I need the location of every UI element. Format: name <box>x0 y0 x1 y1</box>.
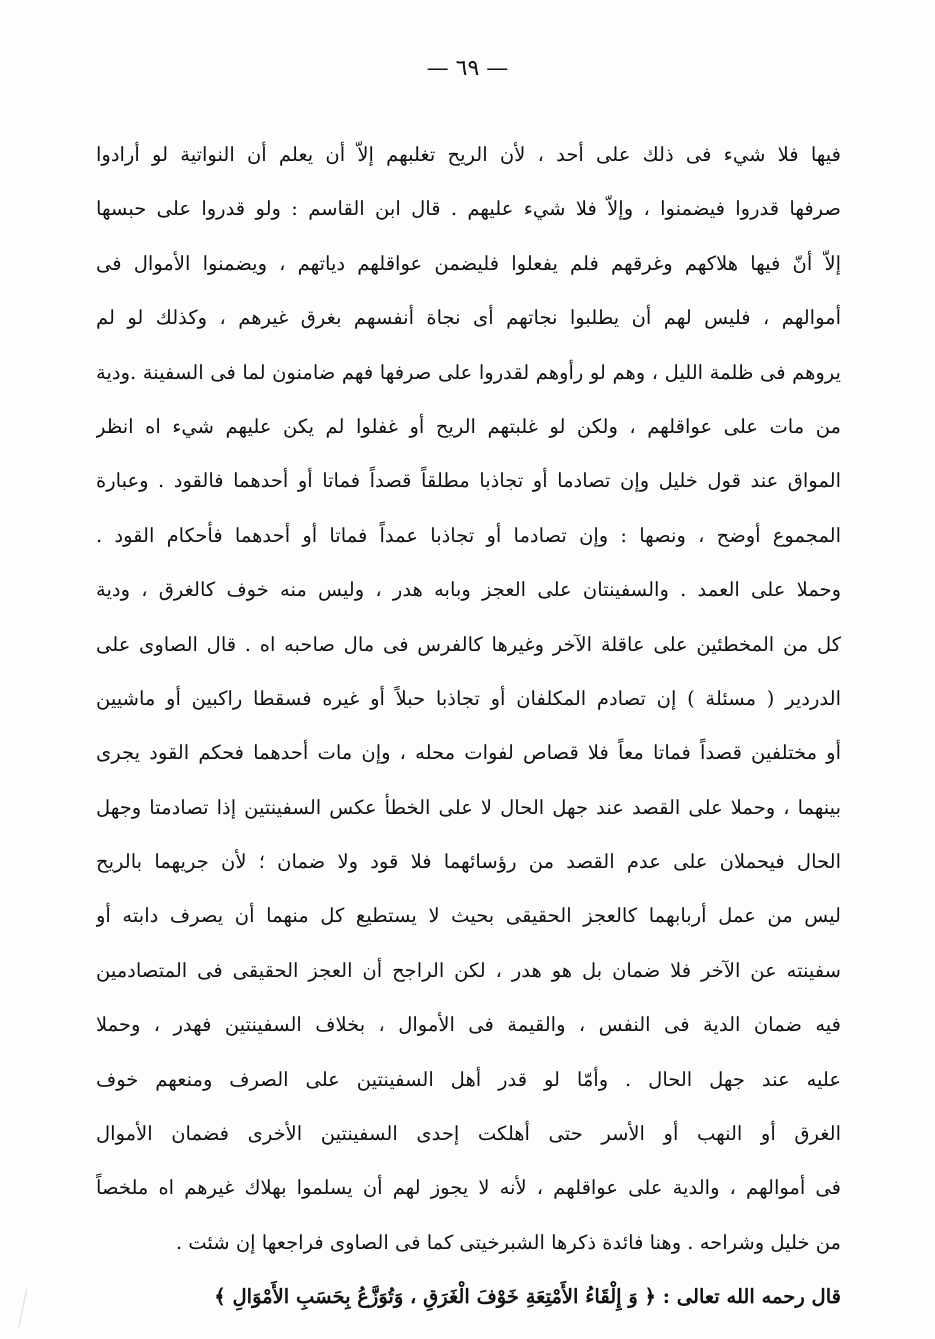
page-number: — ٦٩ — <box>426 56 509 81</box>
quoted-text-line: قال رحمه الله تعالى : ﴿ وَ إِلْقَاءُ الأَمْتِعَةِ خَوْفَ الْغَرَقِ ، وَتُوَزَّعُ بِحَسَبِ الأَمْوَالِ ﴾ <box>214 1285 841 1309</box>
text-line: فى أموالهم ، والدية على عواقلهم ، لأنه لا يجوز لهم أن يسلموا بهلاك غيرهم اه ملخصاً <box>96 1176 841 1200</box>
text-line: ليس من عمل أربابهما كالعجز الحقيقى بحيث لا يستطيع كل منهما أن يصرف دابته أو <box>96 904 841 928</box>
text-line: الدردير ( مسئلة ) إن تصادم المكلفان أو تجاذبا حبلاً أو غيره فسقطا راكبين أو ماشيين <box>96 686 841 710</box>
text-line: من مات على عواقلهم ، ولكن لو غلبتهم الريح أو غفلوا لم يكن عليهم شيء اه انظر <box>96 414 841 438</box>
text-line: فيها فلا شيء فى ذلك على أحد ، لأن الريح تغلبهم إلاّ أن يعلم أن النواتية لو أرادوا <box>96 143 841 166</box>
text-line: الغرق أو النهب أو الأسر حتى أهلكت إحدى السفينتين الأخرى فضمان الأموال <box>96 1122 841 1146</box>
text-line: الحال فيحملان على عدم القصد من رؤسائهما فلا قود ولا ضمان ؛ لأن جريهما بالريح <box>96 850 841 874</box>
text-line: كل من المخطئين على عاقلة الآخر وغيرها كالفرس فى مال صاحبه اه . قال الصاوى على <box>96 632 841 656</box>
text-line: أو مختلفين قصداً فماتا معاً فلا قصاص لفوات محله ، وإن مات أحدهما فحكم القود يجرى <box>96 741 841 765</box>
text-line: صرفها قدروا فيضمنوا ، وإلاّ فلا شيء عليهم . قال ابن القاسم : ولو قدروا على حبسها <box>96 197 841 221</box>
text-line: أموالهم ، فليس لهم أن يطلبوا نجاتهم أى نجاة أنفسهم بغرق غيرهم ، وكذلك لو لم <box>96 306 841 330</box>
text-line: عليه عند جهل الحال . وأمّا لو قدر أهل السفينتين على الصرف ومنعهم خوف <box>96 1067 841 1091</box>
text-line: المواق عند قول خليل وإن تصادما أو تجاذبا مطلقاً قصداً فماتا أو أحدهما فالقود . وعبارة <box>96 469 841 493</box>
scan-artifact <box>18 1289 41 1331</box>
text-line: فيه ضمان الدية فى النفس ، والقيمة فى الأموال ، بخلاف السفينتين فهدر ، وحملا <box>96 1013 841 1037</box>
body-text <box>96 128 841 1325</box>
text-line: يروهم فى ظلمة الليل ، وهم لو رأوهم لقدروا على صرفها فهم ضامنون لما فى السفينة .ودية <box>96 360 841 384</box>
text-line: سفينته عن الآخر فلا ضمان بل هو هدر ، لكن الراجح أن العجز الحقيقى فى المتصادمين <box>96 958 841 982</box>
text-line: وحملا على العمد . والسفينتان على العجز وبابه هدر ، وليس منه خوف كالغرق ، ودية <box>96 578 841 602</box>
text-line: من خليل وشراحه . وهنا فائدة ذكرها الشبرخيتى كما فى الصاوى فراجعها إن شئت . <box>175 1230 841 1254</box>
text-line: بينهما ، وحملا على القصد عند جهل الحال لا على الخطأ عكس السفينتين إذا تصادمتا وجهل <box>96 795 841 819</box>
text-line: المجموع أوضح ، ونصها : وإن تصادما أو تجاذبا عمداً فماتا أو أحدهما فأحكام القود . <box>96 523 841 547</box>
text-line: إلاّ أنّ فيها هلاكهم وغرقهم فلم يفعلوا فليضمن عواقلهم دياتهم ، ويضمنوا الأموال فى <box>96 251 841 275</box>
